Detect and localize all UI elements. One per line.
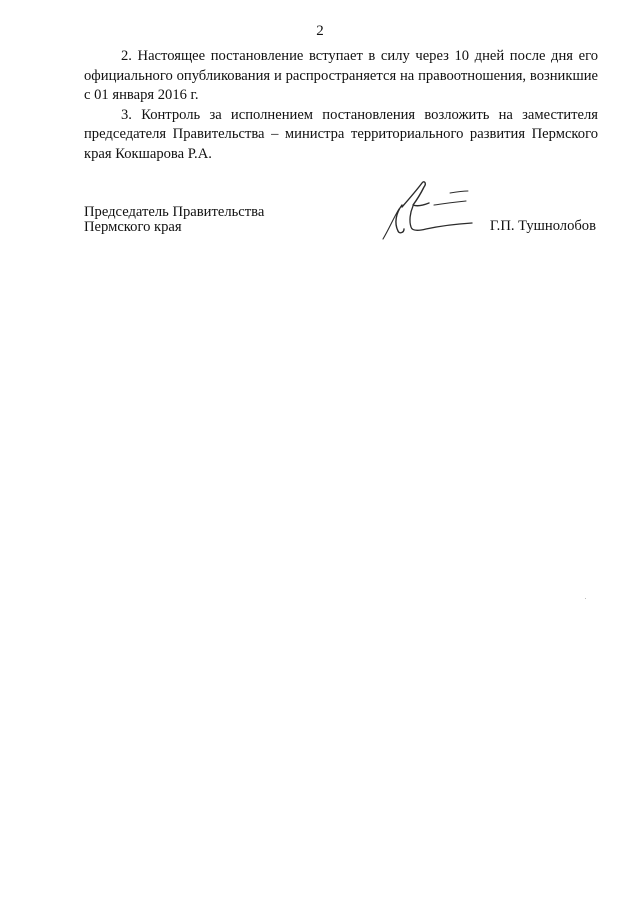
page-number: 2 [316,23,324,39]
signer-title-line-2: Пермского края [84,218,182,235]
scan-artifact [585,598,586,599]
signature-block [84,205,598,245]
paragraph-control: 3. Контроль за исполнением постановления возложить на заместителя председателя Правительства – министра территориального развития Пермского края Кокшарова Р.А. [84,106,598,162]
signer-title-line-1: Председатель Правительства [84,204,265,220]
handwritten-signature-icon [380,177,480,243]
signer-name: Г.П. Тушнолобов [489,218,596,234]
paragraph-effective-date: 2. Настоящее постановление вступает в силу через 10 дней после дня его официального опубликования и распространяется на правоотношения, возникшие с 01 января 2016 г. [84,48,598,104]
document-body [84,47,598,165]
signer-title [84,205,264,234]
